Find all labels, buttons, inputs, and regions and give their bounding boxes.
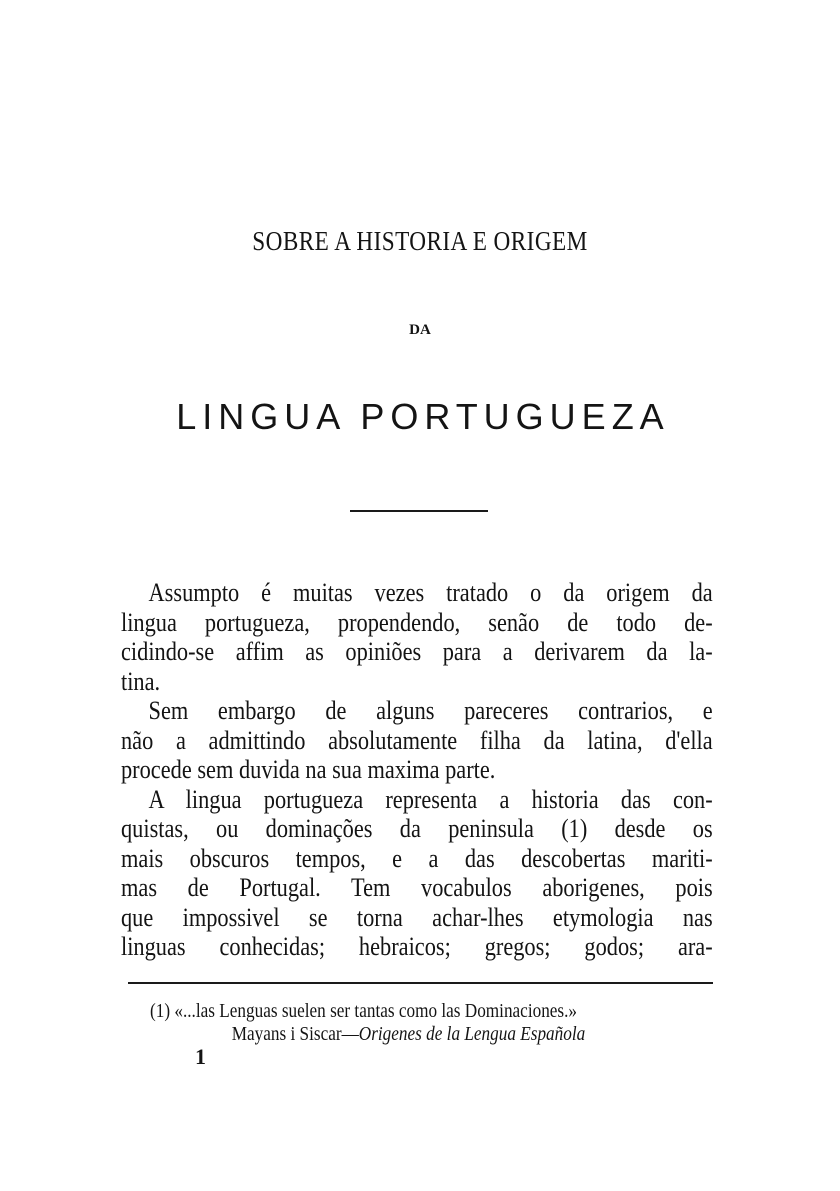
- body-line: não a admittindo absolutamente filha da latina, d'ella: [121, 725, 713, 755]
- body-line: tina.: [121, 666, 161, 696]
- page-title-main: LINGUA PORTUGUEZA: [176, 396, 670, 437]
- body-line: procede sem duvida na sua maxima parte.: [121, 755, 496, 784]
- body-line: mas de Portugal. Tem vocabulos aborigenes, pois: [121, 873, 713, 902]
- page-title-connector: DA: [409, 322, 431, 338]
- footnote: [150, 1000, 718, 1046]
- body-line: que impossivel se torna achar-lhes etymologia nas: [121, 902, 713, 932]
- body-line: Sem embargo de alguns pareceres contrarios, e: [148, 696, 713, 725]
- signature-mark: 1: [195, 1044, 206, 1069]
- footnote-divider: [128, 982, 713, 984]
- body-line: linguas conhecidas; hebraicos; gregos; godos; ara-: [121, 932, 713, 961]
- body-line: Assumpto é muitas vezes tratado o da origem da: [148, 578, 713, 607]
- footnote-work: Origenes de la Lengua Española: [358, 1023, 586, 1045]
- footnote-marker: (1): [150, 1000, 171, 1022]
- body-line: lingua portugueza, propendendo, senão de todo de-: [121, 607, 713, 637]
- footnote-quote: «...las Lenguas suelen ser tantas como las Dominaciones.»: [174, 1000, 578, 1022]
- footnote-citation: [150, 1023, 718, 1046]
- body-line: cidindo-se affim as opiniões para a derivarem da la-: [121, 637, 713, 666]
- page-title-top: SOBRE A HISTORIA E ORIGEM: [252, 226, 588, 256]
- title-divider: [350, 510, 488, 512]
- body-line: quistas, ou dominações da peninsula (1) desde os: [121, 814, 713, 843]
- body-line: mais obscuros tempos, e a das descobertas mariti-: [121, 843, 713, 873]
- body-line: A lingua portugueza representa a historia das con-: [148, 784, 713, 814]
- footnote-author: Mayans i Siscar—: [231, 1023, 359, 1045]
- body-text: [121, 578, 713, 962]
